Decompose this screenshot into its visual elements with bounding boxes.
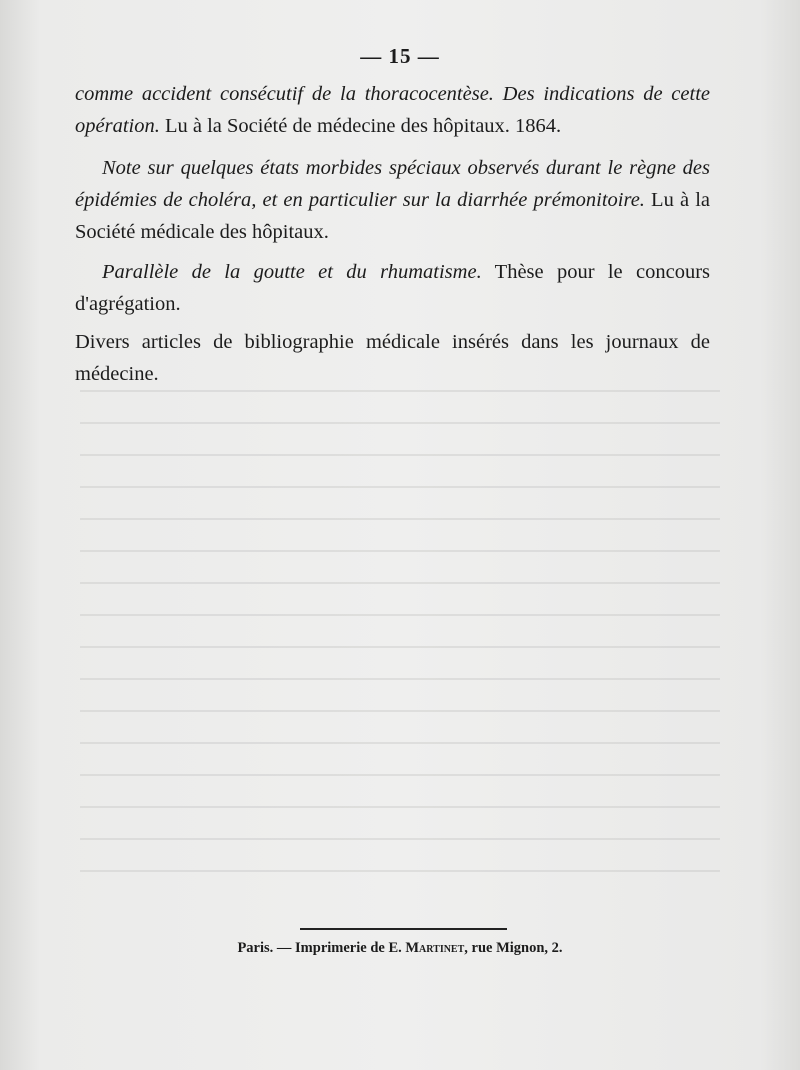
entry-title: comme accident consécutif de la thoracocentèse. Des indications de cette opération. <box>75 83 710 137</box>
imprint-rule <box>300 928 507 930</box>
bibliography-entry-goutte <box>75 256 710 320</box>
entry-note: Lu à la Société de médecine des hôpitaux. 1864. <box>159 115 562 137</box>
entry-text: Divers articles de bibliographie médicale insérés dans les journaux de médecine. <box>75 331 710 385</box>
printer-imprint <box>0 940 800 957</box>
page-number: — 15 — <box>360 44 440 68</box>
entry-title: Parallèle de la goutte et du rhumatisme. <box>102 261 482 283</box>
bibliography-entry-cholera <box>75 152 710 248</box>
entry-note: Thèse pour le concours d'agrégation. <box>75 261 710 315</box>
bibliography-entry-articles <box>75 326 710 390</box>
bibliography-entry-thoracocentese <box>75 78 710 142</box>
show-through-text <box>80 360 720 920</box>
entry-note: Lu à la Société médicale des hôpitaux. <box>75 189 710 243</box>
entry-title: Note sur quelques états morbides spéciaux observés durant le règne des épidémies de choléra, et en particulier sur la diarrhée prémonitoire. <box>75 157 710 211</box>
printer-name: Martinet <box>405 940 465 956</box>
imprint-prefix: Paris. — Imprimerie de E. <box>237 940 406 956</box>
imprint-suffix: , rue Mignon, 2. <box>464 940 563 956</box>
